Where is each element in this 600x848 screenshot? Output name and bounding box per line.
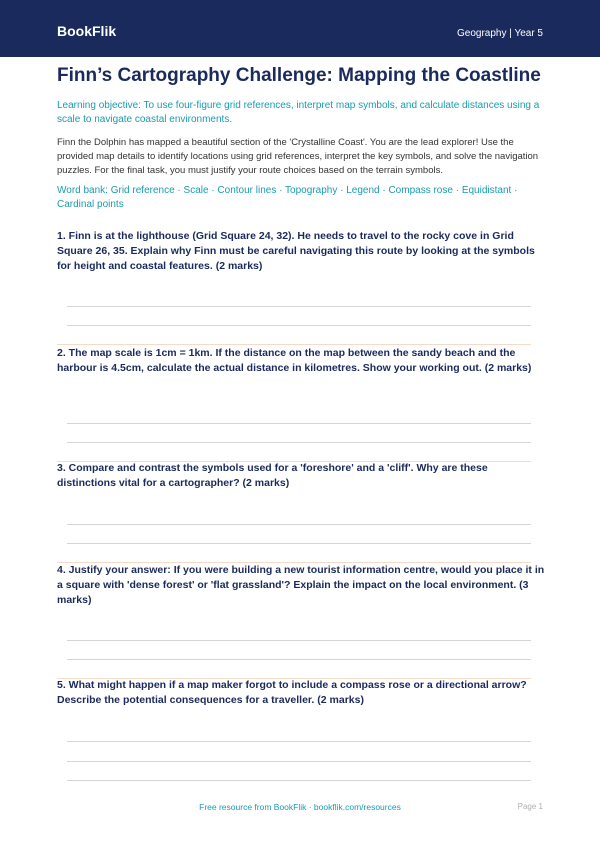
question-5: 5. What might happen if a map maker forgot to include a compass rose or a directional arrow? Describe the potential consequences for a traveller. (2 marks) [57, 679, 527, 706]
question-2: 2. The map scale is 1cm = 1km. If the distance on the map between the sandy beach and the harbour is 4.5cm, calculate the actual distance in kilometres. Show your working out. (2 marks) [57, 347, 532, 374]
question-3: 3. Compare and contrast the symbols used for a 'foreshore' and a 'cliff'. Why are these distinctions vital for a cartographer? (2 marks) [57, 462, 488, 489]
answer-line[interactable] [67, 741, 531, 742]
answer-line[interactable] [67, 780, 531, 781]
answer-line[interactable] [67, 442, 531, 443]
answer-line[interactable] [67, 325, 531, 326]
word-bank: Word bank: Grid reference · Scale · Contour lines · Topography · Legend · Compass rose · Equidistant · Cardinal points [57, 185, 518, 210]
header-bar [0, 0, 600, 57]
intro-paragraph: Finn the Dolphin has mapped a beautiful section of the 'Crystalline Coast'. You are the lead explorer! Use the provided map details to identify locations using grid references, interpret the key symbols, and solve the navigation puzzles. For the final task, you must justify your route choices based on the terrain symbols. [57, 137, 539, 176]
page-number: Page 1 [517, 802, 543, 811]
footer-link[interactable]: Free resource from BookFlik · bookflik.com/resources [199, 802, 401, 812]
answer-line[interactable] [67, 543, 531, 544]
answer-line[interactable] [67, 659, 531, 660]
page-title: Finn’s Cartography Challenge: Mapping the Coastline [57, 65, 541, 86]
question-4: 4. Justify your answer: If you were building a new tourist information centre, would you place it in a square with 'dense forest' or 'flat grassland'? Explain the impact on the local environment. (3 marks) [57, 564, 545, 606]
answer-line[interactable] [67, 761, 531, 762]
answer-line[interactable] [67, 524, 531, 525]
section-divider [57, 344, 531, 345]
answer-line[interactable] [67, 423, 531, 424]
subject-label: Geography | Year 5 [457, 28, 543, 39]
learning-objective: Learning objective: To use four-figure grid references, interpret map symbols, and calculate distances using a scale to navigate coastal environments. [57, 100, 540, 125]
answer-line[interactable] [67, 640, 531, 641]
brand-logo[interactable]: BookFlik [57, 23, 117, 39]
answer-line[interactable] [67, 306, 531, 307]
question-1: 1. Finn is at the lighthouse (Grid Square 24, 32). He needs to travel to the rocky cove in Grid Square 26, 35. Explain why Finn must be careful navigating this route by looking at the symbols for height and coastal features. (2 marks) [57, 230, 535, 272]
